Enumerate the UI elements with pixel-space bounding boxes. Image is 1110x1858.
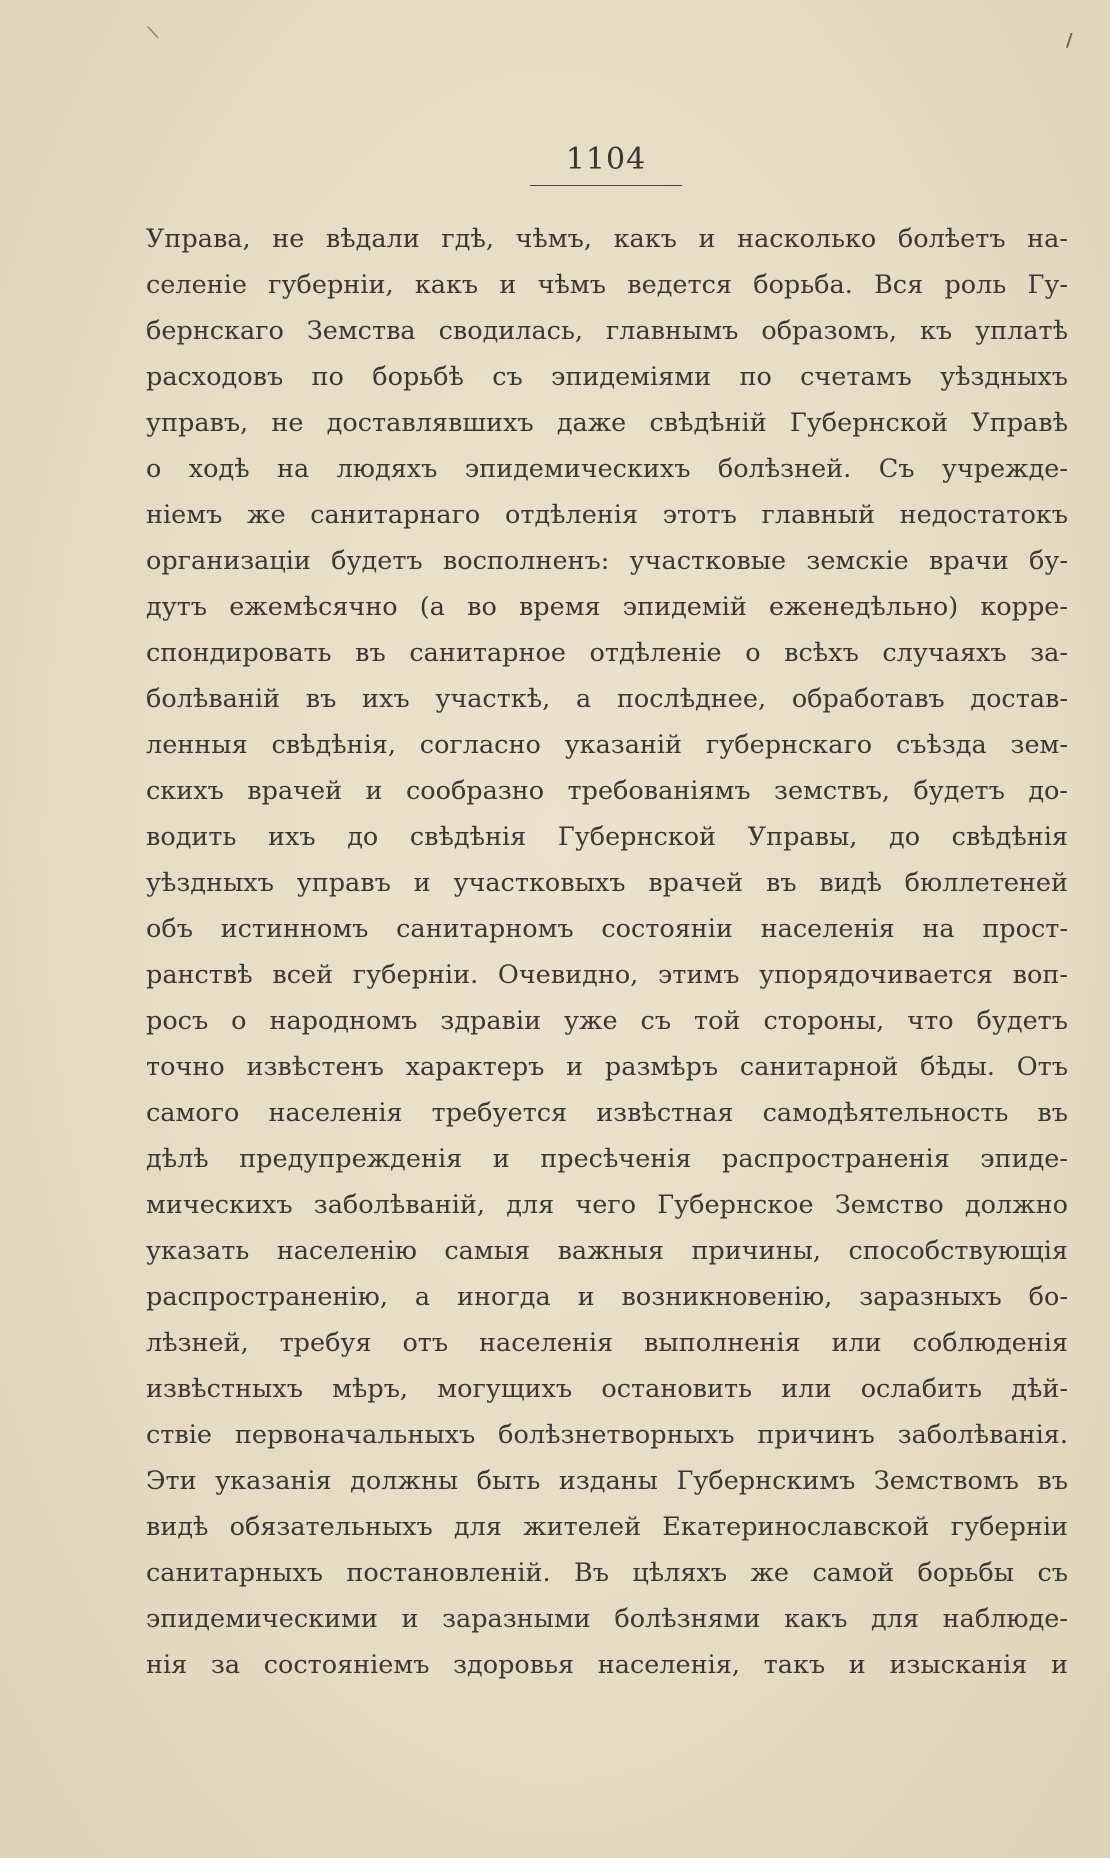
text-line: лѣзней, требуя отъ населенія выполненія или соблюденія	[146, 1328, 1068, 1358]
text-line: ранствѣ всей губерніи. Очевидно, этимъ упорядочивается воп-	[146, 960, 1068, 990]
header-rule	[530, 185, 682, 186]
text-line: бернскаго Земства сводилась, главнымъ образомъ, къ уплатѣ	[146, 316, 1068, 346]
text-line: водить ихъ до свѣдѣнія Губернской Управы, до свѣдѣнія	[146, 822, 1068, 852]
text-line: расходовъ по борьбѣ съ эпидеміями по счетамъ уѣздныхъ	[146, 362, 1068, 392]
text-line: видѣ обязательныхъ для жителей Екатеринославской губерніи	[146, 1512, 1068, 1542]
text-line: указать населенію самыя важныя причины, способствующія	[146, 1236, 1068, 1266]
text-line: росъ о народномъ здравіи уже съ той стороны, что будетъ	[146, 1006, 1068, 1036]
text-line: Управа, не вѣдали гдѣ, чѣмъ, какъ и насколько болѣетъ на-	[146, 224, 1068, 254]
text-line: о ходѣ на людяхъ эпидемическихъ болѣзней. Съ учрежде-	[146, 454, 1068, 484]
text-line: объ истинномъ санитарномъ состояніи населенія на прост-	[146, 914, 1068, 944]
text-line: спондировать въ санитарное отдѣленіе о всѣхъ случаяхъ за-	[146, 638, 1068, 668]
text-line: самого населенія требуется извѣстная самодѣятельность въ	[146, 1098, 1068, 1128]
text-line: организаціи будетъ восполненъ: участковые земскіе врачи бу-	[146, 546, 1068, 576]
text-line: эпидемическими и заразными болѣзнями какъ для наблюде-	[146, 1604, 1068, 1634]
text-line: мическихъ заболѣваній, для чего Губернское Земство должно	[146, 1190, 1068, 1220]
paper-speck: /	[1066, 30, 1073, 51]
text-line: скихъ врачей и сообразно требованіямъ земствъ, будетъ до-	[146, 776, 1068, 806]
text-line: дѣлѣ предупрежденія и пресѣченія распространенія эпиде-	[146, 1144, 1068, 1174]
paper-speck: \	[145, 21, 161, 44]
text-line: управъ, не доставлявшихъ даже свѣдѣній Губернской Управѣ	[146, 408, 1068, 438]
body-text	[146, 216, 1068, 1688]
text-line: ніемъ же санитарнаго отдѣленія этотъ главный недостатокъ	[146, 500, 1068, 530]
text-line: ствіе первоначальныхъ болѣзнетворныхъ причинъ заболѣванія.	[146, 1420, 1068, 1450]
page-number: 1104	[565, 142, 647, 177]
text-line: уѣздныхъ управъ и участковыхъ врачей въ видѣ бюллетеней	[146, 868, 1068, 898]
text-line: Эти указанія должны быть изданы Губернскимъ Земствомъ въ	[146, 1466, 1068, 1496]
text-line: болѣваній въ ихъ участкѣ, а послѣднее, обработавъ достав-	[146, 684, 1068, 714]
text-line: точно извѣстенъ характеръ и размѣръ санитарной бѣды. Отъ	[146, 1052, 1068, 1082]
text-line: распространенію, а иногда и возникновенію, заразныхъ бо-	[146, 1282, 1068, 1312]
text-line: дутъ ежемѣсячно (а во время эпидемій еженедѣльно) корре-	[146, 592, 1068, 622]
text-line: ленныя свѣдѣнія, согласно указаній губернскаго съѣзда зем-	[146, 730, 1068, 760]
text-line: селеніе губерніи, какъ и чѣмъ ведется борьба. Вся роль Гу-	[146, 270, 1068, 300]
text-line: санитарныхъ постановленій. Въ цѣляхъ же самой борьбы съ	[146, 1558, 1068, 1588]
text-line: нія за состояніемъ здоровья населенія, такъ и изысканія и	[146, 1650, 1068, 1680]
text-line: извѣстныхъ мѣръ, могущихъ остановить или ослабить дѣй-	[146, 1374, 1068, 1404]
